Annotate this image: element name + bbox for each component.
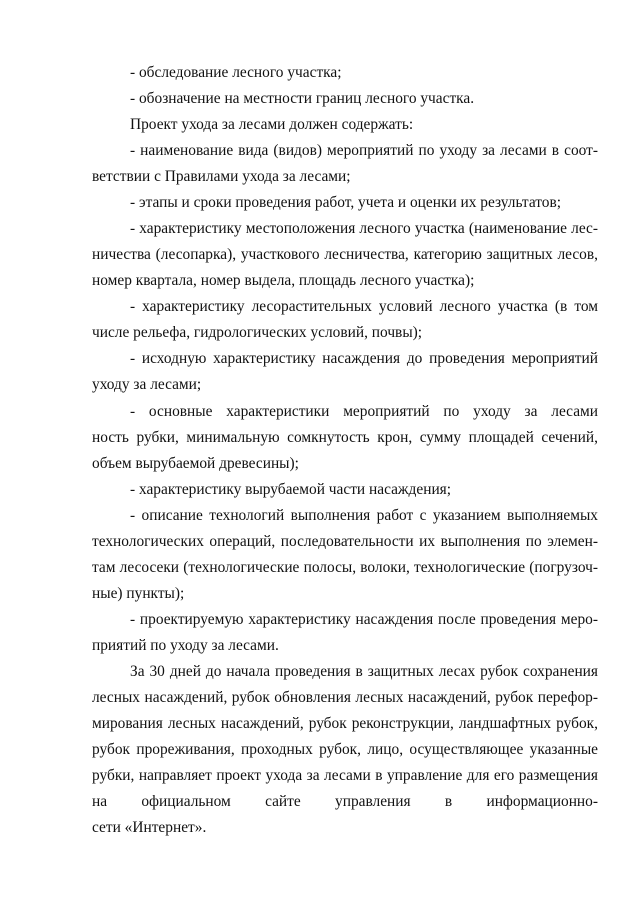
text-line: там лесосеки (технологические полосы, волоки, технологические (погрузоч- — [92, 559, 598, 576]
text-line: - характеристику лесорастительных условий лесного участка (в том — [130, 298, 598, 315]
text-line: - наименование вида (видов) мероприятий по уходу за лесами в соот- — [130, 142, 598, 159]
text-line: уходу за лесами; — [92, 376, 202, 393]
text-line: числе рельефа, гидрологических условий, почвы); — [92, 324, 423, 341]
text-line: сети «Интернет». — [92, 819, 207, 836]
text-line: - проектируемую характеристику насаждения после проведения меро- — [130, 611, 598, 628]
text-line: на официальном сайте управления в информационно- — [92, 793, 598, 810]
text-line: ные) пункты); — [92, 585, 185, 602]
text-line: номер квартала, номер выдела, площадь лесного участка); — [92, 272, 475, 289]
text-line: - этапы и сроки проведения работ, учета и оценки их результатов; — [130, 194, 562, 211]
text-line: объем вырубаемой древесины); — [92, 455, 299, 472]
text-line: мирования лесных насаждений, рубок реконструкции, ландшафтных рубок, — [92, 715, 598, 732]
text-line: рубки, направляет проект ухода за лесами в управление для его размещения — [92, 767, 598, 784]
text-line: - обозначение на местности границ лесного участка. — [130, 90, 475, 107]
text-line: - описание технологий выполнения работ с указанием выполняемых — [130, 507, 598, 524]
text-line: Проект ухода за лесами должен содержать: — [130, 116, 414, 133]
text-line: ничества (лесопарка), участкового лесничества, категорию защитных лесов, — [92, 246, 598, 263]
text-line: приятий по уходу за лесами. — [92, 637, 279, 654]
text-line: ность рубки, минимальную сомкнутость крон, сумму площадей сечений, — [92, 429, 598, 446]
text-line: ветствии с Правилами ухода за лесами; — [92, 168, 351, 185]
text-line: рубок прореживания, проходных рубок, лицо, осуществляющее указанные — [92, 741, 598, 758]
text-line: За 30 дней до начала проведения в защитных лесах рубок сохранения — [130, 663, 598, 680]
text-line: - характеристику вырубаемой части насаждения; — [130, 481, 452, 498]
text-line: - основные характеристики мероприятий по уходу за лесами — [130, 403, 598, 420]
text-line: - исходную характеристику насаждения до проведения мероприятий — [130, 350, 598, 367]
text-line: - характеристику местоположения лесного участка (наименование лес- — [130, 220, 598, 237]
text-line: технологических операций, последовательности их выполнения по элемен- — [92, 533, 598, 550]
text-line: - обследование лесного участка; — [130, 64, 342, 81]
text-line: лесных насаждений, рубок обновления лесных насаждений, рубок перефор- — [92, 689, 598, 706]
